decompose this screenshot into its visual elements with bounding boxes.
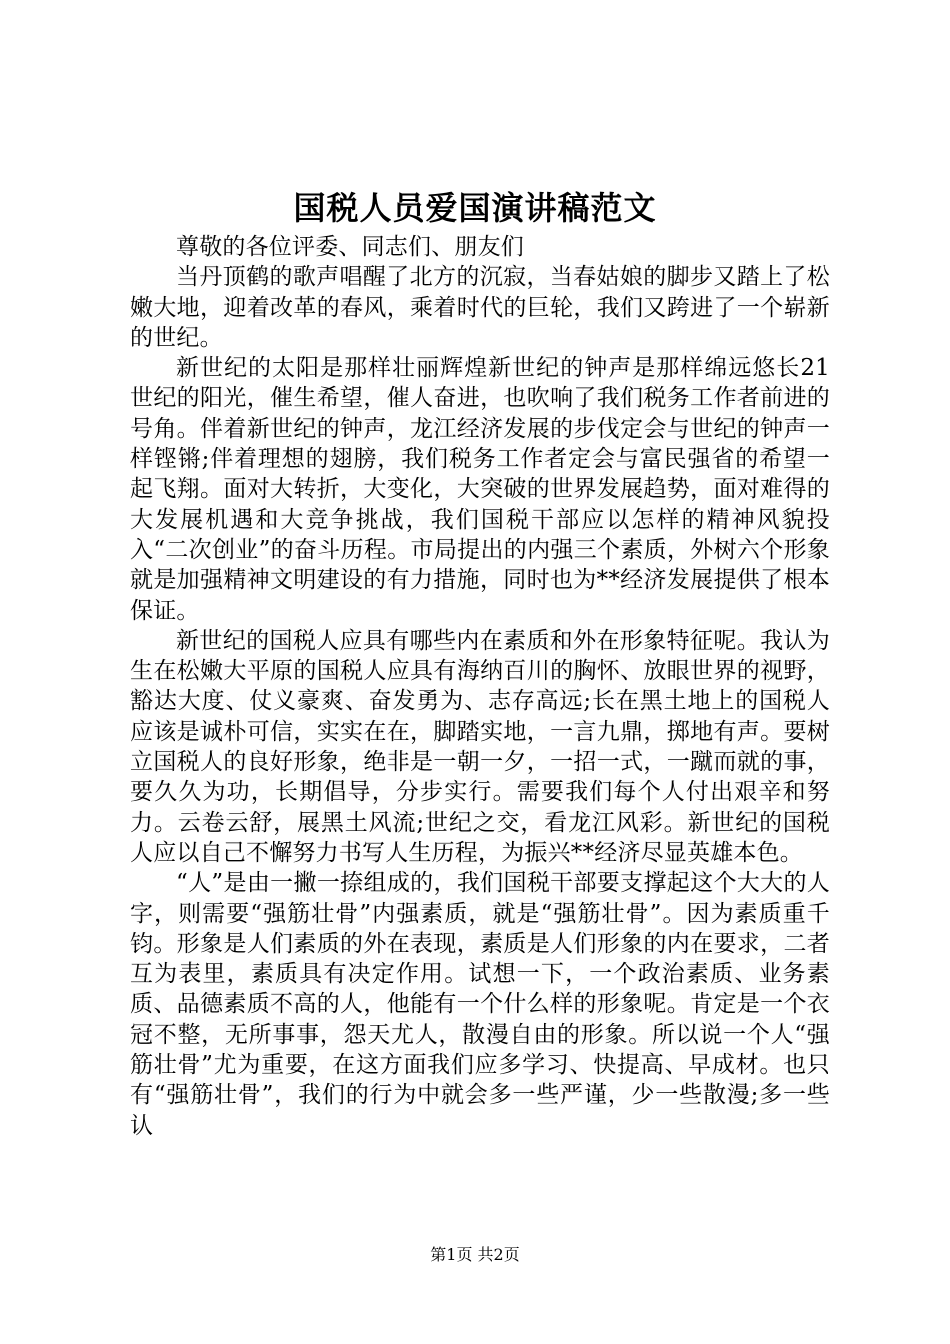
- paragraph: 当丹顶鹤的歌声唱醒了北方的沉寂，当春姑娘的脚步又踏上了松嫩大地，迎着改革的春风，乘着时代的巨轮，我们又跨进了一个崭新的世纪。: [130, 264, 830, 351]
- page-number-footer: 第1页 共2页: [430, 1245, 520, 1264]
- paragraph: “人”是由一撇一捺组成的，我们国税干部要支撑起这个大大的人字，则需要“强筋壮骨”内强素质，就是“强筋壮骨”。因为素质重千钧。形象是人们素质的外在表现，素质是人们形象的内在要求，二者互为表里，素质具有决定作用。试想一下，一个政治素质、业务素质、品德素质不高的人，他能有一个什么样的形象呢。肯定是一个衣冠不整，无所事事，怨天尤人，散漫自由的形象。所以说一个人“强筋壮骨”尤为重要，在这方面我们应多学习、快提高、早成材。也只有“强筋壮骨”，我们的行为中就会多一些严谨，少一些散漫;多一些认: [130, 870, 830, 1139]
- paragraph: 新世纪的太阳是那样壮丽辉煌新世纪的钟声是那样绵远悠长21世纪的阳光，催生希望，催人奋进，也吹响了我们税务工作者前进的号角。伴着新世纪的钟声，龙江经济发展的步伐定会与世纪的钟声一样铿锵;伴着理想的翅膀，我们税务工作者定会与富民强省的希望一起飞翔。面对大转折，大变化，大突破的世界发展趋势，面对难得的大发展机遇和大竞争挑战，我们国税干部应以怎样的精神风貌投入“二次创业”的奋斗历程。市局提出的内强三个素质，外树六个形象就是加强精神文明建设的有力措施，同时也为**经济发展提供了根本保证。: [130, 355, 830, 624]
- document-title: 国税人员爱国演讲稿范文: [293, 189, 657, 227]
- document-body: [130, 232, 830, 1141]
- salutation: 尊敬的各位评委、同志们、朋友们: [176, 234, 524, 260]
- paragraph: 新世纪的国税人应具有哪些内在素质和外在形象特征呢。我认为生在松嫩大平原的国税人应具有海纳百川的胸怀、放眼世界的视野，豁达大度、仗义豪爽、奋发勇为、志存高远;长在黑土地上的国税人应该是诚朴可信，实实在在，脚踏实地，一言九鼎，掷地有声。要树立国税人的良好形象，绝非是一朝一夕，一招一式，一蹴而就的事，要久久为功，长期倡导，分步实行。需要我们每个人付出艰辛和努力。云卷云舒，展黑土风流;世纪之交，看龙江风彩。新世纪的国税人应以自己不懈努力书写人生历程，为振兴**经济尽显英雄本色。: [130, 627, 830, 866]
